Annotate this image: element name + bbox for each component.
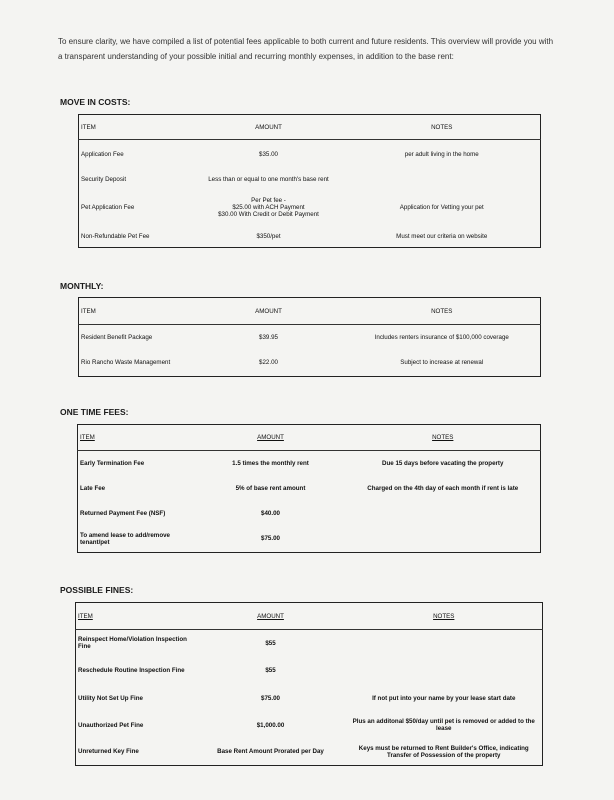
header-item: ITEM: [79, 298, 194, 325]
row-notes: [346, 501, 541, 526]
row-notes: Plus an additonal $50/day until pet is removed or added to the lease: [352, 718, 535, 732]
row-amount: $55: [265, 639, 276, 647]
header-amount: AMOUNT: [196, 603, 346, 630]
row-notes: If not put into your name by your lease start date: [372, 694, 516, 702]
row-item: Non-Refundable Pet Fee: [81, 232, 150, 240]
row-amount: $1,000.00: [256, 721, 285, 729]
header-notes: NOTES: [346, 425, 541, 451]
row-item: Rio Rancho Waste Management: [81, 359, 171, 367]
header-item: ITEM: [79, 115, 194, 140]
row-item: Resident Benefit Package: [81, 333, 153, 341]
row-amount: $22.00: [259, 359, 278, 367]
section-title-one-time: ONE TIME FEES:: [60, 407, 129, 417]
table-row: [78, 526, 541, 553]
header-notes: NOTES: [344, 298, 541, 325]
row-notes: [346, 526, 541, 553]
table-row: [79, 325, 541, 350]
table-row: [76, 739, 543, 766]
row-amount: $75.00: [261, 535, 280, 543]
row-item: Pet Application Fee: [81, 204, 135, 211]
row-amount: $35.00: [259, 151, 278, 159]
row-amount: 5% of base rent amount: [235, 484, 306, 492]
table-header-row: [79, 298, 541, 325]
header-item: ITEM: [76, 603, 196, 630]
table-row: [79, 170, 541, 190]
row-notes: Charged on the 4th day of each month if rent is late: [367, 484, 519, 492]
fines-table: [75, 602, 543, 766]
row-item: Early Termination Fee: [80, 459, 145, 467]
row-item: Reinspect Home/Violation Inspection Fine: [78, 636, 187, 651]
row-item: Utility Not Set Up Fine: [78, 694, 143, 702]
intro-paragraph: To ensure clarity, we have compiled a list of potential fees applicable to both current and future residents. This overview will provide you with a transparent understanding of your possible initial and recurring monthly expenses, in addition to the base rent:: [58, 37, 554, 61]
row-notes: Must meet our criteria on website: [396, 232, 488, 240]
header-notes: NOTES: [346, 603, 543, 630]
row-amount: Less than or equal to one month's base rent: [208, 176, 329, 183]
row-notes: Application for Vetting your pet: [399, 204, 484, 211]
row-amount: $39.95: [259, 333, 278, 341]
table-row: [76, 630, 543, 657]
row-notes: [346, 630, 543, 657]
table-row: [78, 451, 541, 476]
row-item: Security Deposit: [81, 176, 127, 183]
table-row: [76, 712, 543, 739]
header-item: ITEM: [78, 425, 196, 451]
header-notes: NOTES: [344, 115, 541, 140]
row-notes: per adult living in the home: [404, 151, 479, 159]
row-amount: [194, 190, 344, 226]
row-amount: $40.00: [261, 509, 280, 517]
header-amount: AMOUNT: [194, 115, 344, 140]
row-amount: Base Rent Amount Prorated per Day: [217, 748, 324, 756]
row-amount: $75.00: [261, 694, 280, 702]
row-amount: 1.5 times the monthly rent: [232, 459, 309, 467]
table-row: [78, 476, 541, 501]
move-in-table: [78, 114, 541, 248]
row-item: Application Fee: [81, 151, 124, 159]
amount-line: Per Pet fee -: [251, 197, 286, 204]
section-title-fines: POSSIBLE FINES:: [60, 585, 134, 595]
table-header-row: [78, 425, 541, 451]
row-item: Returned Payment Fee (NSF): [80, 509, 166, 517]
row-item: Late Fee: [80, 484, 106, 492]
table-row: [79, 226, 541, 248]
section-title-move-in: MOVE IN COSTS:: [60, 97, 131, 107]
table-row: [79, 140, 541, 170]
row-notes: Subject to increase at renewal: [400, 359, 484, 367]
row-item: Reschedule Routine Inspection Fine: [78, 667, 185, 674]
table-row: [76, 685, 543, 712]
table-row: [76, 657, 543, 685]
amount-line: $25.00 with ACH Payment: [232, 204, 305, 211]
table-row: [79, 190, 541, 226]
row-item: Unreturned Key Fine: [78, 748, 139, 756]
section-title-monthly: MONTHLY:: [60, 281, 104, 291]
table-header-row: [76, 603, 543, 630]
row-notes: Due 15 days before vacating the property: [382, 459, 504, 467]
one-time-table: [77, 424, 541, 553]
table-header-row: [79, 115, 541, 140]
row-item: To amend lease to add/remove tenant/pet: [80, 531, 170, 546]
row-amount: $55: [265, 667, 276, 674]
row-amount: $350/pet: [256, 232, 281, 240]
monthly-table: [78, 297, 541, 377]
table-row: [79, 350, 541, 377]
row-item: Unauthorized Pet Fine: [78, 721, 144, 729]
row-notes: [344, 170, 541, 190]
header-amount: AMOUNT: [194, 298, 344, 325]
row-notes: Keys must be returned to Rent Builder's Office, indicating Transfer of Possession of the property: [358, 744, 529, 759]
table-row: [78, 501, 541, 526]
row-notes: Includes renters insurance of $100,000 coverage: [374, 333, 509, 341]
amount-line: $30.00 With Credit or Debit Payment: [218, 211, 319, 218]
row-notes: [346, 657, 543, 685]
header-amount: AMOUNT: [196, 425, 346, 451]
